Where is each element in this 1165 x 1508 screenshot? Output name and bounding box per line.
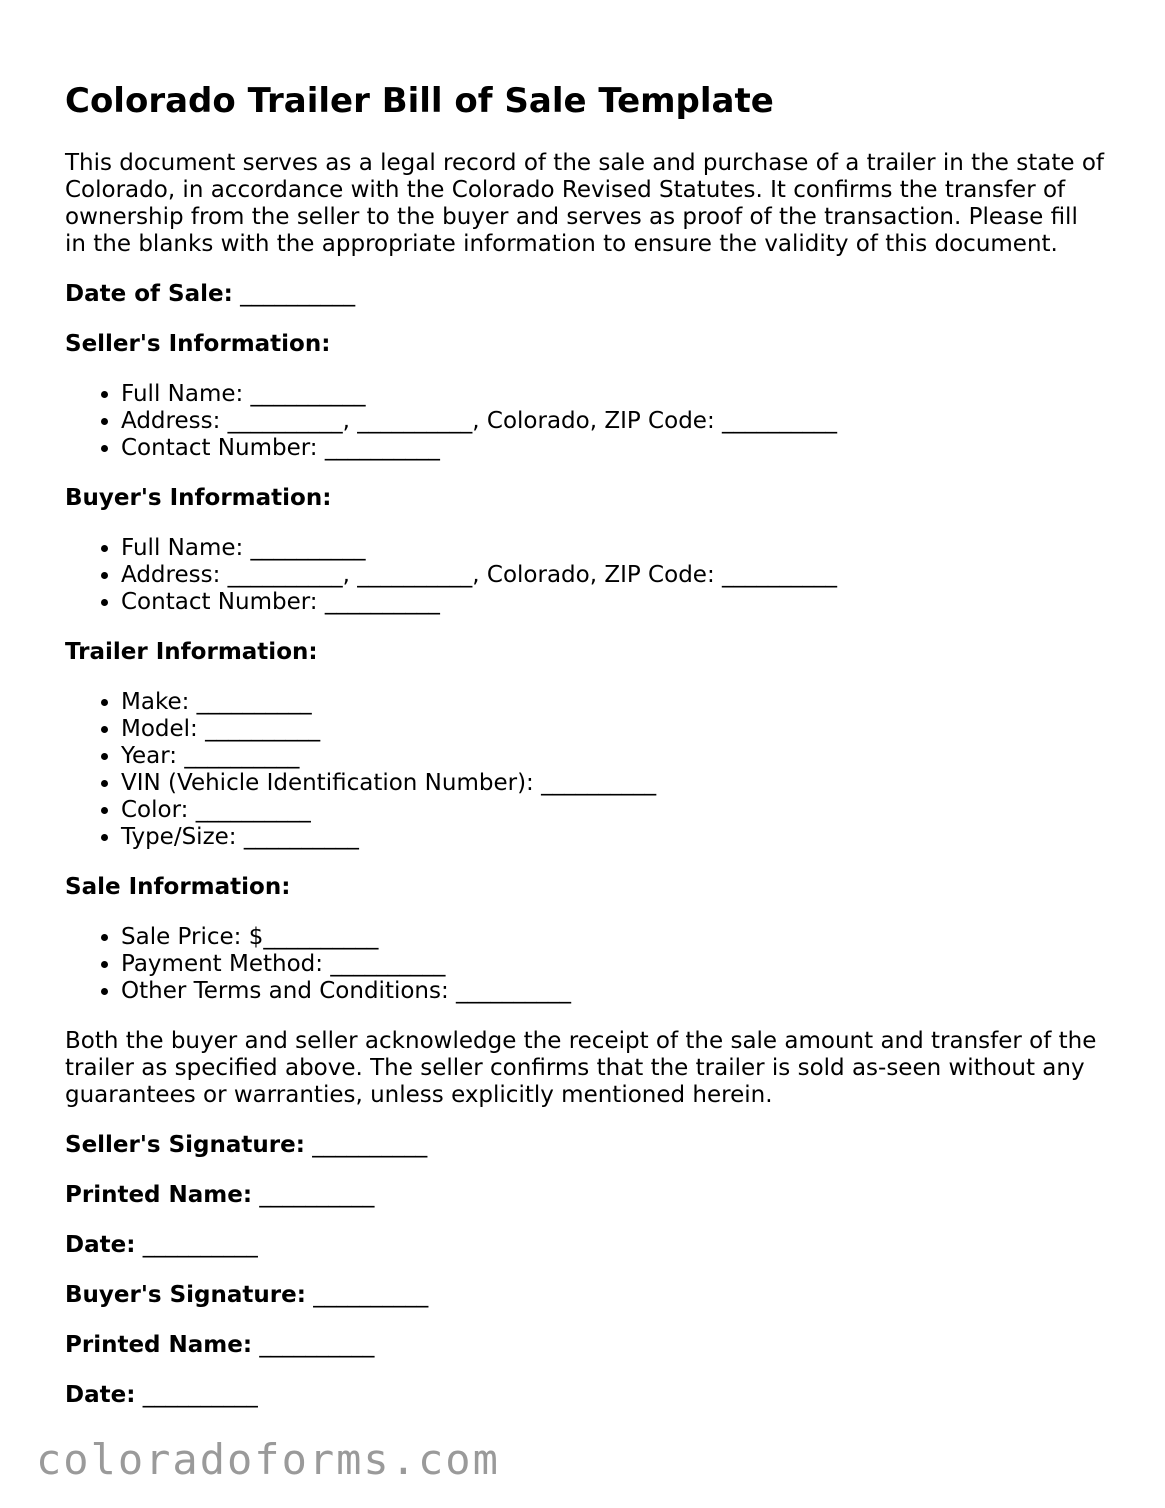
seller-signature-label: Seller's Signature: bbox=[65, 1132, 305, 1158]
trailer-make-item: • Make: __________ bbox=[121, 689, 1105, 716]
buyer-printed-name-field bbox=[65, 1332, 1105, 1359]
date-of-sale-blank: __________ bbox=[240, 281, 356, 307]
trailer-model-item: • Model: __________ bbox=[121, 716, 1105, 743]
trailer-info-list bbox=[65, 689, 1105, 851]
sale-price-item: • Sale Price: $__________ bbox=[121, 924, 1105, 951]
buyer-info-heading: Buyer's Information: bbox=[65, 485, 332, 511]
page-title: Colorado Trailer Bill of Sale Template bbox=[65, 81, 774, 121]
seller-date-blank: __________ bbox=[142, 1232, 258, 1258]
seller-date-field bbox=[65, 1232, 1105, 1259]
seller-info-list bbox=[65, 381, 1105, 462]
acknowledgement-paragraph: Both the buyer and seller acknowledge the receipt of the sale amount and transfer of the trailer as specified above. The seller confirms that the trailer is sold as-seen without any guarantees or warranties, unless explicitly mentioned herein. bbox=[65, 1028, 1097, 1108]
buyer-full-name-item: • Full Name: __________ bbox=[121, 535, 1105, 562]
sale-info-heading: Sale Information: bbox=[65, 874, 291, 900]
seller-full-name-item: • Full Name: __________ bbox=[121, 381, 1105, 408]
document-page bbox=[65, 78, 1105, 1432]
seller-signature-field bbox=[65, 1132, 1105, 1159]
seller-info-heading: Seller's Information: bbox=[65, 331, 331, 357]
date-of-sale-field bbox=[65, 281, 1105, 308]
buyer-date-label: Date: bbox=[65, 1382, 136, 1408]
seller-signature-blank: __________ bbox=[312, 1132, 428, 1158]
trailer-vin-item: • VIN (Vehicle Identification Number): __________ bbox=[121, 770, 1105, 797]
site-watermark: coloradoforms.com bbox=[36, 1435, 500, 1484]
buyer-printed-name-blank: __________ bbox=[259, 1332, 375, 1358]
buyer-contact-item: • Contact Number: __________ bbox=[121, 589, 1105, 616]
buyer-printed-name-label: Printed Name: bbox=[65, 1332, 253, 1358]
trailer-year-item: • Year: __________ bbox=[121, 743, 1105, 770]
buyer-date-blank: __________ bbox=[142, 1382, 258, 1408]
buyer-signature-label: Buyer's Signature: bbox=[65, 1282, 306, 1308]
buyer-signature-field bbox=[65, 1282, 1105, 1309]
seller-contact-item: • Contact Number: __________ bbox=[121, 435, 1105, 462]
sale-info-list bbox=[65, 924, 1105, 1005]
seller-printed-name-label: Printed Name: bbox=[65, 1182, 253, 1208]
seller-date-label: Date: bbox=[65, 1232, 136, 1258]
buyer-address-item: • Address: __________, __________, Colorado, ZIP Code: __________ bbox=[121, 562, 1105, 589]
seller-address-item: • Address: __________, __________, Colorado, ZIP Code: __________ bbox=[121, 408, 1105, 435]
buyer-date-field bbox=[65, 1382, 1105, 1409]
seller-printed-name-field bbox=[65, 1182, 1105, 1209]
trailer-info-heading: Trailer Information: bbox=[65, 639, 318, 665]
date-of-sale-label: Date of Sale: bbox=[65, 281, 233, 307]
buyer-info-list bbox=[65, 535, 1105, 616]
seller-printed-name-blank: __________ bbox=[259, 1182, 375, 1208]
intro-paragraph: This document serves as a legal record of the sale and purchase of a trailer in the state of Colorado, in accordance with the Colorado Revised Statutes. It confirms the transfer of ownership from the seller to the buyer and serves as proof of the transaction. Please fill in the blanks with the appropriate information to ensure the validity of this document. bbox=[65, 150, 1104, 257]
payment-method-item: • Payment Method: __________ bbox=[121, 951, 1105, 978]
buyer-signature-blank: __________ bbox=[313, 1282, 429, 1308]
trailer-color-item: • Color: __________ bbox=[121, 797, 1105, 824]
other-terms-item: • Other Terms and Conditions: __________ bbox=[121, 978, 1105, 1005]
trailer-type-size-item: • Type/Size: __________ bbox=[121, 824, 1105, 851]
